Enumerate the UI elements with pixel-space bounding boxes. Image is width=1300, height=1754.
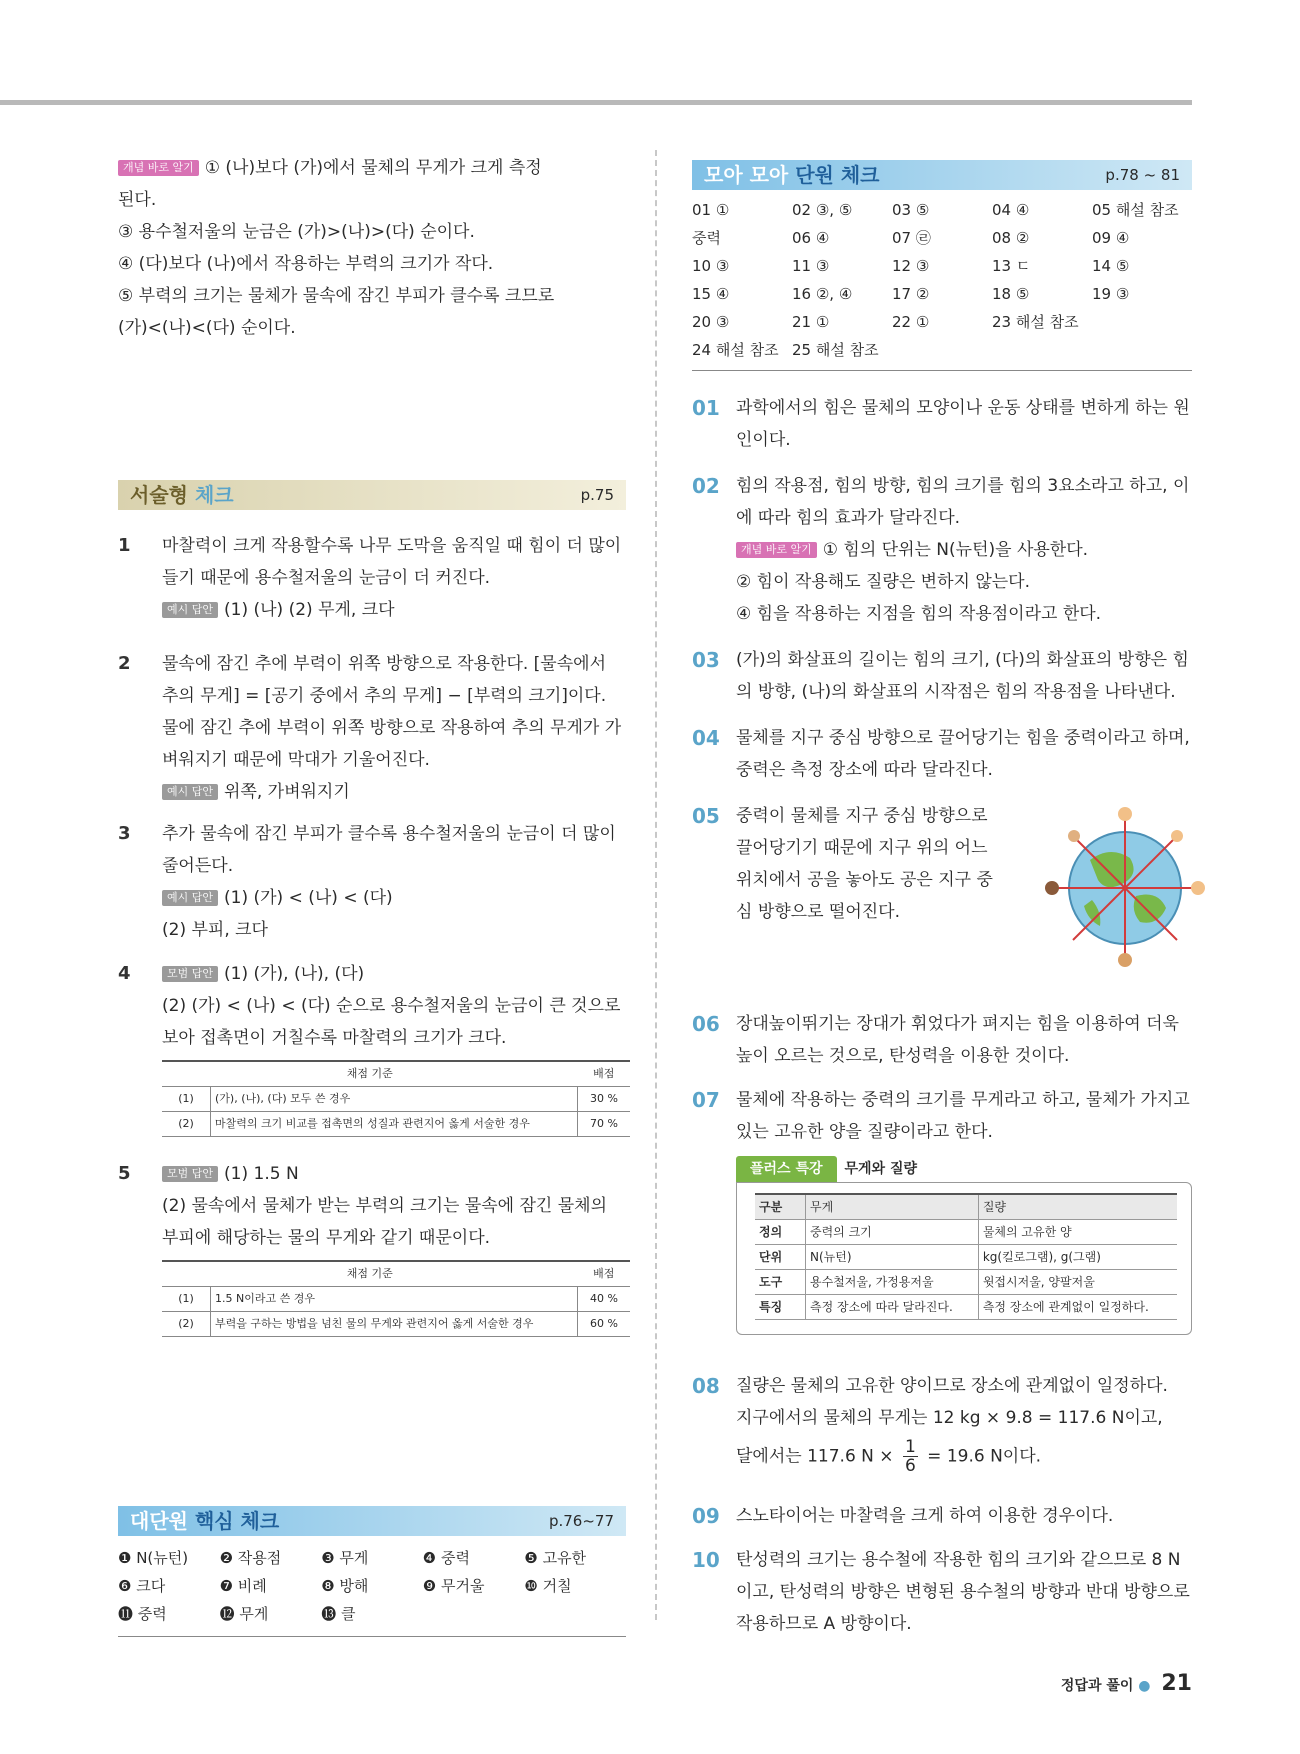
answer-cell: ❹ 중력 [422, 1549, 470, 1567]
weight-mass-table [755, 1193, 1177, 1320]
answer-cell: ❿ 거칠 [524, 1577, 572, 1595]
answer-cell: ❷ 작용점 [219, 1549, 282, 1567]
explanation-sub-2: ② 힘이 작용해도 질량은 변하지 않는다. [736, 572, 1030, 592]
plus-tab: 플러스 특강 [736, 1156, 837, 1182]
explanation-sub-1: 개념 바로 알기 ① 힘의 단위는 N(뉴턴)을 사용한다. [736, 534, 1192, 566]
unit-check-header [692, 160, 1192, 190]
explanation-line-1: 질량은 물체의 고유한 양이므로 장소에 관계없이 일정하다. [736, 1376, 1168, 1396]
plus-subtitle: 무게와 질량 [844, 1161, 917, 1177]
explanation-text: 과학에서의 힘은 물체의 모양이나 운동 상태를 변하게 하는 원인이다. [736, 398, 1190, 450]
page-number: 21 [1161, 1671, 1192, 1696]
concept-line-1: 개념 바로 알기 ① (나)보다 (가)에서 물체의 무게가 크게 측정 [118, 152, 626, 184]
table-row: 정의 중력의 크기 물체의 고유한 양 [755, 1220, 1177, 1245]
top-rule [0, 100, 1192, 105]
concept-line-2: 된다. [118, 190, 157, 210]
answer-cell: ❽ 방해 [321, 1577, 369, 1595]
core-check-page: p.76~77 [548, 1512, 614, 1530]
answer-cell: 16 ②, ④ [792, 285, 853, 303]
answer-cell [1092, 308, 1192, 336]
answer-cell: 09 ④ [1092, 229, 1130, 247]
explanation-text: 힘의 작용점, 힘의 방향, 힘의 크기를 힘의 3요소라고 하고, 이에 따라 힘의 효과가 달라진다. [736, 476, 1190, 528]
fraction: $\frac{1}{6}$ [904, 1437, 916, 1476]
item-number: 4 [118, 963, 131, 984]
scoring-table: 채점 기준 배점 (1) 1.5 N이라고 쓴 경우 40 % (2) 부력을 구하는 방법을 넘친 물의 무게와 관련지어 옳게 서술한 경우 60 % [162, 1260, 630, 1337]
concept-line-6: (가)<(나)<(다) 순이다. [118, 318, 296, 338]
answer-cell: 18 ⑤ [992, 285, 1030, 303]
unit-check-title: 모아 모아 단원 체크 [704, 163, 880, 187]
answer-cell: 05 해설 참조 [1092, 201, 1179, 219]
explanation-line-2: 지구에서의 물체의 무게는 12 kg × 9.8 = 117.6 N이고, [736, 1408, 1163, 1428]
scoring-table: 채점 기준 배점 (1) (가), (나), (다) 모두 쓴 경우 30 % (2) 마찰력의 크기 비교를 접촉면의 성질과 관련지어 옳게 서술한 경우 70 % [162, 1060, 630, 1137]
earth-gravity-illustration [1040, 800, 1210, 970]
explanation-number: 03 [692, 648, 720, 672]
explanation-text: 중력이 물체를 지구 중심 방향으로 끌어당기기 때문에 지구 위의 어느 위치에서 공을 놓아도 공은 지구 중심 방향으로 떨어진다. [736, 806, 993, 922]
answer-cell: 25 해설 참조 [792, 341, 879, 359]
essay-item-4 [118, 958, 626, 1137]
item-answer: 모범 답안 (1) (가), (나), (다) [162, 958, 626, 990]
explanation-text: 물체에 작용하는 중력의 크기를 무게라고 하고, 물체가 가지고 있는 고유한 양을 질량이라고 한다. [736, 1090, 1190, 1142]
table-row: (2) 부력을 구하는 방법을 넘친 물의 무게와 관련지어 옳게 서술한 경우 60 % [162, 1312, 630, 1337]
explanation-number: 09 [692, 1504, 720, 1528]
explanation-text: 탄성력의 크기는 용수철에 작용한 힘의 크기와 같으므로 8 N이고, 탄성력의 방향은 변형된 용수철의 방향과 반대 방향으로 작용하므로 A 방향이다. [736, 1550, 1190, 1634]
explanation-number: 06 [692, 1012, 720, 1036]
answer-cell: 04 ④ [992, 201, 1030, 219]
essay-item-1 [118, 530, 626, 626]
explanation-number: 07 [692, 1088, 720, 1112]
answer-cell: 22 ① [892, 313, 930, 331]
item-number: 3 [118, 823, 131, 844]
item-answer: 예시 답안 위쪽, 가벼워지기 [162, 776, 626, 808]
core-check-header [118, 1506, 626, 1536]
answer-cell: ❶ N(뉴턴) [118, 1549, 189, 1567]
explanation-number: 05 [692, 804, 720, 828]
explanation-number: 01 [692, 396, 720, 420]
explanation-number: 04 [692, 726, 720, 750]
table-row: 특징 측정 장소에 따라 달라진다. 측정 장소에 관계없이 일정하다. [755, 1295, 1177, 1320]
table-row: 단위 N(뉴턴) kg(킬로그램), g(그램) [755, 1245, 1177, 1270]
answer-cell: 03 ⑤ [892, 201, 930, 219]
core-check-title: 대단원 핵심 체크 [130, 1509, 280, 1533]
concept-tag: 개념 바로 알기 [118, 160, 199, 176]
explanation-number: 02 [692, 474, 720, 498]
answer-cell: 중력 [692, 229, 721, 247]
footer-label: 정답과 풀이 [1060, 1678, 1134, 1694]
explanation-09 [692, 1500, 1192, 1532]
answer-cell: ⓬ 무게 [219, 1605, 269, 1623]
explanation-08 [692, 1370, 1192, 1475]
answer-cell: 08 ② [992, 229, 1030, 247]
explanation-03 [692, 644, 1192, 708]
table-row: (2) 마찰력의 크기 비교를 접촉면의 성질과 관련지어 옳게 서술한 경우 70 % [162, 1112, 630, 1137]
plus-lecture [736, 1156, 1192, 1335]
answer-cell: 07 ㉣ [892, 229, 931, 247]
answer-cell: 23 해설 참조 [992, 313, 1079, 331]
unit-check-page: p.78 ~ 81 [1105, 166, 1180, 184]
item-text: (2) 물속에서 물체가 받는 부력의 크기는 물속에 잠긴 물체의 부피에 해당하는 물의 무게와 같기 때문이다. [162, 1196, 608, 1248]
explanation-text: 물체를 지구 중심 방향으로 끌어당기는 힘을 중력이라고 하며, 중력은 측정 장소에 따라 달라진다. [736, 728, 1190, 780]
item-answer: 예시 답안 (1) (나) (2) 무게, 크다 [162, 594, 626, 626]
item-answer: 예시 답안 (1) (가) < (나) < (다) [162, 882, 626, 914]
answer-cell: ❾ 무거울 [422, 1577, 485, 1595]
table-header-row: 구분 무게 질량 [755, 1194, 1177, 1220]
answer-cell: 15 ④ [692, 285, 730, 303]
explanation-02 [692, 470, 1192, 630]
essay-item-5 [118, 1158, 626, 1337]
answer-cell: ❻ 크다 [118, 1577, 166, 1595]
item-number: 1 [118, 535, 131, 556]
explanation-04 [692, 722, 1192, 786]
core-answer-grid [118, 1544, 626, 1637]
item-answer: 모범 답안 (1) 1.5 N [162, 1158, 626, 1190]
explanation-text: (가)의 화살표의 길이는 힘의 크기, (다)의 화살표의 방향은 힘의 방향, (나)의 화살표의 시작점은 힘의 작용점을 나타낸다. [736, 650, 1189, 702]
explanation-text: 장대높이뛰기는 장대가 휘었다가 펴지는 힘을 이용하여 더욱 높이 오르는 것으로, 탄성력을 이용한 것이다. [736, 1014, 1179, 1066]
answer-cell: ❼ 비례 [219, 1577, 267, 1595]
explanation-line-3: 달에서는 117.6 N × $\frac{1}{6}$ = 19.6 N이다. [736, 1437, 1042, 1476]
explanation-06 [692, 1008, 1192, 1072]
answer-cell: 06 ④ [792, 229, 830, 247]
column-divider [655, 150, 657, 1620]
explanation-07 [692, 1084, 1192, 1335]
essay-check-page: p.75 [580, 486, 614, 504]
answer-cell: ⓫ 중력 [118, 1605, 167, 1623]
item-text: 물속에 잠긴 추에 부력이 위쪽 방향으로 작용한다. [물속에서 추의 무게] = [공기 중에서 추의 무게] − [부력의 크기]이다. 물에 잠긴 추에 부력이 위쪽 방향으로 작용하여 추의 무게가 가벼워지기 때문에 막대가 기울어진다. [162, 654, 622, 770]
answer-cell: ❺ 고유한 [524, 1549, 587, 1567]
answer-cell: 11 ③ [792, 257, 830, 275]
answer-cell: ⓭ 클 [321, 1605, 356, 1623]
answer-cell: 13 ㄷ [992, 257, 1031, 275]
essay-item-2 [118, 648, 626, 808]
answer-cell [892, 336, 992, 364]
answer-cell: 01 ① [692, 201, 730, 219]
explanation-sub-3: ④ 힘을 작용하는 지점을 힘의 작용점이라고 한다. [736, 604, 1102, 624]
explanation-05 [692, 800, 1192, 980]
item-text: 마찰력이 크게 작용할수록 나무 도막을 움직일 때 힘이 더 많이 들기 때문에 용수철저울의 눈금이 더 커진다. [162, 536, 622, 588]
answer-cell: ❸ 무게 [321, 1549, 369, 1567]
essay-check-header [118, 480, 626, 510]
explanation-01 [692, 392, 1192, 456]
answer-cell: 14 ⑤ [1092, 257, 1130, 275]
answer-cell [992, 336, 1092, 364]
item-text: 추가 물속에 잠긴 부피가 클수록 용수철저울의 눈금이 더 많이 줄어든다. [162, 824, 616, 876]
explanation-10 [692, 1544, 1192, 1640]
table-row: 도구 용수철저울, 가정용저울 윗접시저울, 양팔저울 [755, 1270, 1177, 1295]
answer-cell: 10 ③ [692, 257, 730, 275]
answer-cell: 24 해설 참조 [692, 341, 779, 359]
explanation-text: 스노타이어는 마찰력을 크게 하여 이용한 경우이다. [736, 1506, 1114, 1526]
essay-item-3 [118, 818, 626, 946]
explanation-number: 10 [692, 1548, 720, 1572]
concept-line-4: ④ (다)보다 (나)에서 작용하는 부력의 크기가 작다. [118, 254, 494, 274]
concept-line-5: ⑤ 부력의 크기는 물체가 물속에 잠긴 부피가 클수록 크므로 [118, 286, 555, 306]
unit-answer-grid [692, 196, 1192, 371]
concept-check-block [118, 152, 626, 344]
answer-cell: 19 ③ [1092, 285, 1130, 303]
answer-cell: 12 ③ [892, 257, 930, 275]
table-row: (1) 1.5 N이라고 쓴 경우 40 % [162, 1287, 630, 1312]
answer-cell: 17 ② [892, 285, 930, 303]
item-answer-2: (2) 부피, 크다 [162, 920, 268, 940]
item-text: (2) (가) < (나) < (다) 순으로 용수철저울의 눈금이 큰 것으로 보아 접촉면이 거칠수록 마찰력의 크기가 크다. [162, 996, 621, 1048]
answer-cell: 20 ③ [692, 313, 730, 331]
answer-cell: 21 ① [792, 313, 830, 331]
essay-check-title: 서술형 체크 [130, 483, 234, 507]
item-number: 5 [118, 1163, 131, 1184]
page-footer: 정답과 풀이 ● 21 [1060, 1671, 1192, 1696]
answer-cell [1092, 336, 1192, 364]
concept-line-3: ③ 용수철저울의 눈금은 (가)>(나)>(다) 순이다. [118, 222, 475, 242]
explanation-number: 08 [692, 1374, 720, 1398]
answer-cell: 02 ③, ⑤ [792, 201, 853, 219]
item-number: 2 [118, 653, 131, 674]
table-row: (1) (가), (나), (다) 모두 쓴 경우 30 % [162, 1087, 630, 1112]
